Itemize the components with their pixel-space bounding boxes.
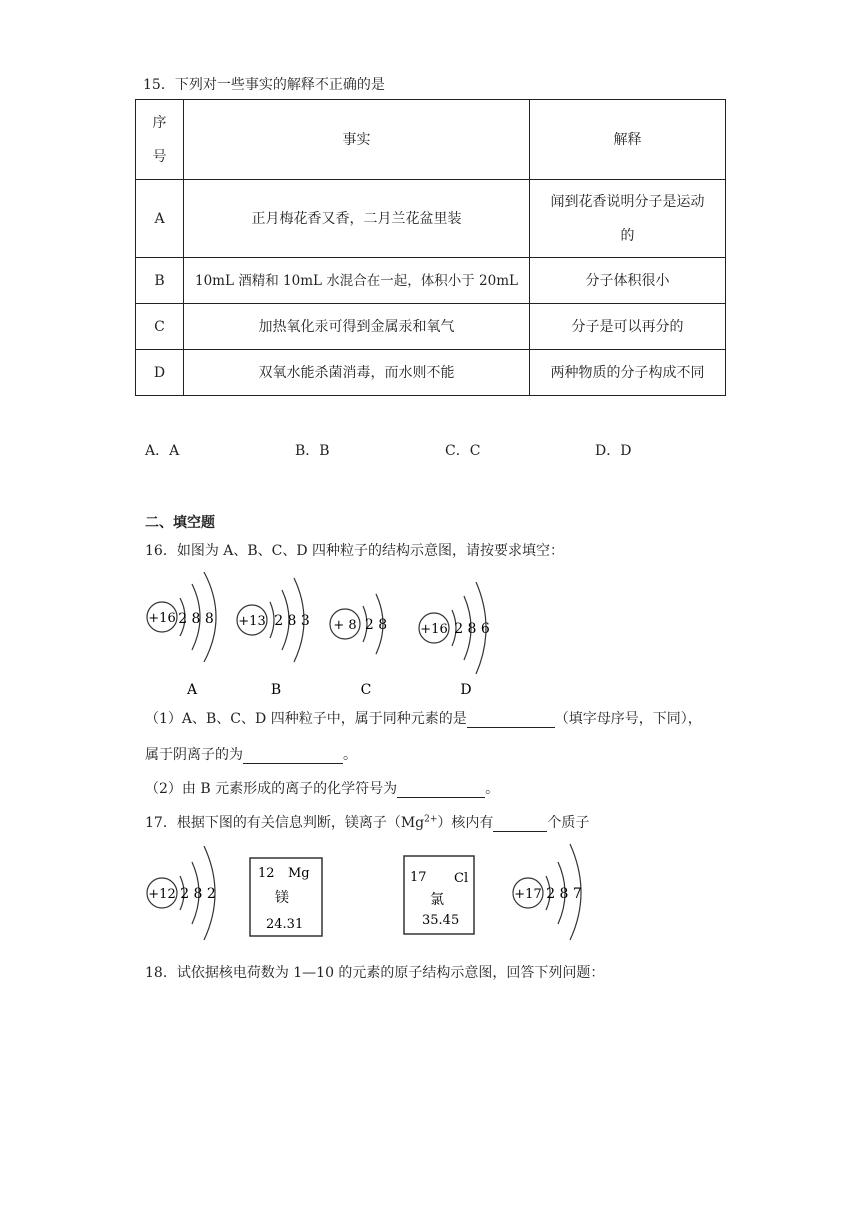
q15-stem: 15．下列对一些事实的解释不正确的是 [143,77,385,93]
table-row [136,350,726,396]
row-id: B [136,258,184,304]
particle-d [419,582,490,698]
mg-number: 12 [258,866,275,881]
particle-c [330,594,387,698]
section-title: 二、填空题 [145,515,215,531]
q17-stem: 17．根据下图的有关信息判断，镁离子$(Mg^{2+})$核内有 个质子 [145,814,590,831]
mg-element-card [250,858,322,936]
option-a[interactable]: A．A [145,443,180,459]
row-fact: 双氧水能杀菌消毒，而水则不能 [184,350,530,396]
q16-sub2: （2）由 B 元素形成的离子的化学符号为 。 [145,781,500,797]
row-explain: 两种物质的分子构成不同 [530,350,726,396]
header-explain: 解释 [530,100,726,180]
q18-stem: 18．试依据核电荷数为 1—10 的元素的原子结构示意图，回答下列问题： [145,965,605,981]
label-d: D [460,682,472,698]
table-header-row [136,100,726,180]
mg-symbol: Mg [288,866,310,881]
row-explain: 分子是可以再分的 [530,304,726,350]
nucleus-a: +16 [148,611,176,626]
cl-symbol: Cl [454,871,469,886]
label-c: C [360,682,372,698]
cl-name: 氯 [430,892,444,908]
nucleus-d: +16 [420,622,448,637]
header-no: 序 号 [136,100,184,180]
label-a: A [186,682,198,698]
electrons-a: 2 8 8 [178,611,214,627]
electrons-d: 2 8 6 [454,621,490,637]
answer-blank[interactable] [467,711,555,728]
mg-name: 镁 [275,890,289,906]
row-id: A [136,180,184,258]
row-explain: 分子体积很小 [530,258,726,304]
table-row [136,258,726,304]
row-explain: 闻到花香说明分子是运动 的 [530,180,726,258]
particle-a [147,572,216,698]
nucleus-c: + 8 [333,618,357,633]
q15-table [135,99,726,396]
option-b[interactable]: B．B [295,443,330,459]
answer-blank[interactable] [397,781,485,798]
mg-mass: 24.31 [266,917,304,932]
electrons-c: 2 8 [364,617,388,633]
table-row [136,180,726,258]
q16-sub1-line1: （1）A、B、C、D 四种粒子中，属于同种元素的是 （填字母序号，下同）， [145,711,702,727]
cl-atom [513,844,582,940]
cl-element-card [404,856,474,934]
row-fact: 10mL 酒精和 10mL 水混合在一起，体积小于 20mL [184,258,530,304]
q16-diagram [140,562,510,702]
table-row [136,304,726,350]
label-b: B [270,682,282,698]
header-fact: 事实 [184,100,530,180]
mg-atom [147,846,216,940]
electrons-b: 2 8 3 [274,613,310,629]
q16-stem: 16．如图为 A、B、C、D 四种粒子的结构示意图，请按要求填空： [145,543,565,559]
answer-blank[interactable] [243,747,343,764]
mg-electrons: 2 8 2 [180,886,216,902]
option-d[interactable]: D．D [595,443,632,459]
answer-blank[interactable] [493,815,547,832]
row-id: C [136,304,184,350]
cl-mass: 35.45 [422,913,460,928]
mg-nucleus: +12 [148,887,176,902]
row-fact: 加热氧化汞可得到金属汞和氧气 [184,304,530,350]
q16-sub1-line2: 属于阴离子的为 。 [145,747,357,763]
cl-nucleus: +17 [514,887,542,902]
row-id: D [136,350,184,396]
particle-b [237,578,310,698]
nucleus-b: +13 [238,614,266,629]
q17-diagram [140,838,600,948]
cl-electrons: 2 8 7 [546,886,582,902]
option-c[interactable]: C．C [445,443,481,459]
row-fact: 正月梅花香又香，二月兰花盆里装 [184,180,530,258]
cl-number: 17 [410,870,427,885]
